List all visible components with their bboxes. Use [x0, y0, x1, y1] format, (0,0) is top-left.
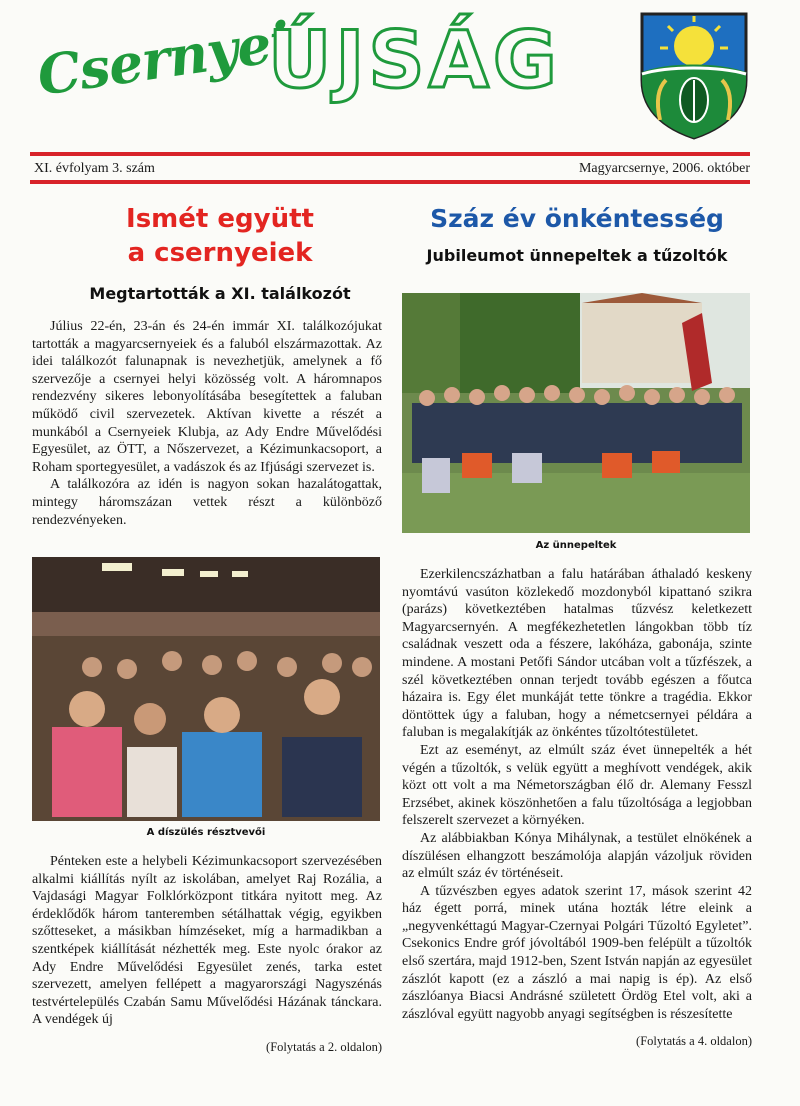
masthead-script-title: Csernyei: [33, 9, 294, 108]
right-paragraph: Ezerkilencszázhatban a falu határában áthaladó keskeny nyomtávú vasúton közlekedő mozdonyból kipattanó szikra (parázs) következtében hatalmas tűzvész keletkezett Magyarcsernyén. A megfékezhetetlen lángokban több tíz családnak veszett oda a fészere, lakóháza, gabonája, szinte mindene. A mostani Petőfi Sándor utcában volt a tűzfészek, a szél következtében onnan terjedt tovább egészen a főutca házaira is. Egy élet munkáját tette tönkre a tragédia. Ekkor döntöttek úgy a faluban, hogy a németcsernyei példára a faluban is megalakítják az önkéntes tűzoltótestületet.: [402, 567, 752, 741]
masthead-rule-bottom: [30, 180, 750, 184]
right-article-body: [402, 566, 752, 1023]
left-paragraph: Július 22-én, 23-án és 24-én immár XI. találkozójukat tartották a magyarcsernyeiek és a faluból elszármazottak. Az idei találkozót falunapnak is nevezhetjük, amelynek a fő szervezője a csernyei helyi közösség volt. A háromnapos rendezvény sikeres lebonyolításába besegítettek a faluban működő civil szervezetek. Aktívan kivette a részét a munkából a Csernyeiek Klubja, az Ady Endre Művelődési Egyesület, az ÖTT, a Nőszervezet, a Kézimunkacsoport, a Roham sportegyesület, a vadászok és az Ifjúsági szervezet is.: [32, 319, 382, 475]
right-subheading: Jubileumot ünnepeltek a tűzoltók: [426, 246, 728, 265]
photo-ceremony-audience: [32, 557, 380, 821]
left-article-body: [32, 853, 382, 1029]
left-article-intro: [32, 318, 382, 529]
right-paragraph: A tűzvészben egyes adatok szerint 17, mások szerint 42 ház égett porrá, minek utána hozták létre eleink a „negyvenkéttagú Magyar-Czernyai Polgári Tűzoltó Egyletet”. Csekonics Endre gróf jóvoltából 1909-ben felépült a tűzoltók első szertára, majd 1912-ben, Szent István napján az egyesület zászlót kapott (ez a zászló a mai napig is ép). Az első zászlóanya Biacsi Andrásné született Ördög Etel volt, aki a zászlóval együtt nagyobb anyagi segítségben is részesítette: [402, 883, 752, 1022]
left-paragraph: Pénteken este a helybeli Kézimunkacsoport szervezésében alkalmi kiállítás nyílt az iskolában, amelyet Raj Rozália, a Vajdasági Magyar Folklórközpont titkára nyitott meg. Az érdeklődők három tanteremben sétálhattak végig, egyikben szőtteseket, a másikban hímzéseket, míg a harmadikban a szentképek kiállítását nézhették meg. Este nyolc órakor az Ady Endre Művelődési Egyesület zenés, tarka estet szervezett, amelyen fellépett a magyarországi Nagyszénás testvértelepülés Czabán Samu Művelődési Házának tánckara. A vendégek új: [32, 854, 382, 1028]
photo-firefighters-group: [402, 293, 750, 533]
left-photo-caption: A díszülés résztvevői: [146, 827, 266, 838]
right-photo-caption: Az ünnepeltek: [535, 540, 617, 551]
left-headline-line2: a csernyeiek: [127, 238, 313, 268]
issue-place-date: Magyarcsernye, 2006. október: [578, 161, 750, 176]
issue-volume: XI. évfolyam 3. szám: [34, 161, 155, 176]
left-continued-note: (Folytatás a 2. oldalon): [266, 1040, 382, 1054]
left-headline: [60, 202, 380, 270]
masthead-block-title: ÚJSÁG: [268, 16, 561, 106]
right-continued-note: (Folytatás a 4. oldalon): [636, 1034, 752, 1048]
coat-of-arms-icon: [638, 10, 750, 140]
left-headline-line1: Ismét együtt: [126, 204, 314, 234]
right-paragraph: Ezt az eseményt, az elmúlt száz évet ünnepelték a hét végén a tűzoltók, s velük együtt a meghívott vendégek, akik közt ott volt a ma Németországban élő dr. Alemany Fesszl Erzsébet, akinek köszönhetően a falu tűzoltósága a legjobban felszerelt szervezet a környéken.: [402, 742, 752, 829]
masthead-rule-top: [30, 152, 750, 156]
left-subheading: Megtartották a XI. találkozót: [89, 284, 351, 303]
right-headline: Száz év önkéntesség: [430, 204, 724, 233]
right-paragraph: Az alábbiakban Kónya Mihálynak, a testület elnökének a díszülésen elhangzott beszámolója alapján vázoljuk röviden az elmúlt száz év történéseit.: [402, 830, 752, 882]
left-paragraph: A találkozóra az idén is nagyon sokan hazalátogattak, mintegy háromszázan vettek részt a különböző rendezvényeken.: [32, 477, 382, 528]
